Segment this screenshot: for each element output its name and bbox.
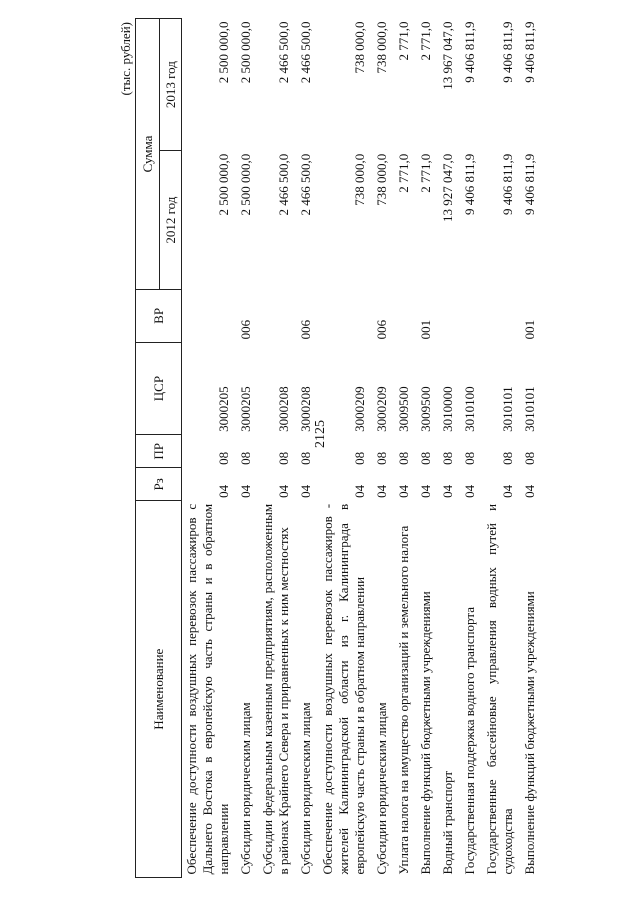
table-header bbox=[136, 19, 182, 878]
row-sum-2012: 9 406 811,9 bbox=[522, 153, 537, 215]
row-pr: 08 bbox=[238, 451, 253, 465]
header-sum: Сумма bbox=[136, 19, 160, 290]
row-csr: 3000209 bbox=[374, 386, 389, 432]
table-row bbox=[438, 19, 460, 878]
row-csr: 3000208 bbox=[276, 386, 291, 432]
table-row bbox=[394, 19, 416, 878]
row-rz: 04 bbox=[500, 484, 515, 498]
row-name: Выполнение функций бюджетными учреждениями bbox=[418, 591, 433, 875]
row-sum-2012: 9 406 811,9 bbox=[500, 153, 515, 215]
row-vr bbox=[482, 289, 520, 342]
table-row bbox=[482, 19, 520, 878]
unit-note: (тыс. рублей) bbox=[118, 22, 133, 96]
row-pr: 08 bbox=[522, 451, 537, 465]
row-rz: 04 bbox=[352, 484, 367, 498]
row-rz: 04 bbox=[276, 484, 291, 498]
row-pr: 08 bbox=[298, 451, 313, 465]
budget-page bbox=[118, 18, 588, 878]
row-name: Государственные бассейновые управления водных путей и судоходства bbox=[484, 503, 515, 875]
header-pr: ПР bbox=[136, 435, 182, 468]
row-sum-2012: 2 771,0 bbox=[418, 153, 433, 193]
row-csr: 3000205 bbox=[238, 386, 253, 432]
row-vr: 006 bbox=[238, 319, 253, 340]
row-sum-2013: 2 771,0 bbox=[396, 21, 411, 61]
row-vr: 001 bbox=[418, 319, 433, 340]
row-sum-2013: 9 406 811,9 bbox=[500, 21, 515, 83]
row-vr: 001 bbox=[522, 319, 537, 340]
table-row bbox=[520, 19, 542, 878]
header-2012: 2012 год bbox=[160, 151, 182, 290]
row-vr bbox=[258, 289, 296, 342]
row-csr: 3009500 bbox=[396, 386, 411, 432]
row-csr: 3000205 bbox=[216, 386, 231, 432]
table-row bbox=[296, 19, 318, 878]
table-row bbox=[258, 19, 296, 878]
row-sum-2012: 9 406 811,9 bbox=[462, 153, 477, 215]
row-rz: 04 bbox=[374, 484, 389, 498]
row-sum-2012: 2 466 500,0 bbox=[298, 153, 313, 216]
row-name: Государственная поддержка водного транспорта bbox=[462, 607, 477, 875]
row-sum-2013: 738 000,0 bbox=[374, 21, 389, 74]
row-rz: 04 bbox=[216, 484, 231, 498]
header-name: Наименование bbox=[136, 501, 182, 878]
row-name: Обеспечение доступности воздушных перевозок пассажиров - жителей Калининградской области из г. Калининграда в европейскую часть страны и в обратном направлении bbox=[320, 503, 367, 875]
row-vr bbox=[438, 289, 460, 342]
row-sum-2012: 738 000,0 bbox=[352, 153, 367, 206]
row-rz: 04 bbox=[298, 484, 313, 498]
row-pr: 08 bbox=[418, 451, 433, 465]
row-sum-2012: 2 466 500,0 bbox=[276, 153, 291, 216]
row-pr: 08 bbox=[462, 451, 477, 465]
row-csr: 3000209 bbox=[352, 386, 367, 432]
row-rz: 04 bbox=[396, 484, 411, 498]
row-pr: 08 bbox=[276, 451, 291, 465]
row-pr: 08 bbox=[216, 451, 231, 465]
row-name: Уплата налога на имущество организаций и земельного налога bbox=[396, 525, 411, 875]
header-2013: 2013 год bbox=[160, 19, 182, 151]
row-sum-2012: 2 500 000,0 bbox=[216, 153, 231, 216]
table-row bbox=[416, 19, 438, 878]
row-csr: 3010101 bbox=[500, 386, 515, 432]
row-sum-2012: 2 771,0 bbox=[396, 153, 411, 193]
row-rz: 04 bbox=[418, 484, 433, 498]
row-sum-2013: 2 466 500,0 bbox=[298, 21, 313, 84]
budget-table bbox=[135, 18, 542, 878]
table-row bbox=[318, 19, 372, 878]
header-csr: ЦСР bbox=[136, 342, 182, 435]
row-vr: 006 bbox=[374, 319, 389, 340]
row-pr: 08 bbox=[352, 451, 367, 465]
table-row bbox=[372, 19, 394, 878]
row-sum-2013: 2 500 000,0 bbox=[238, 21, 253, 84]
row-sum-2013: 2 466 500,0 bbox=[276, 21, 291, 84]
row-sum-2013: 13 967 047,0 bbox=[440, 21, 455, 90]
page-number: 2125 bbox=[313, 420, 328, 448]
row-rz: 04 bbox=[238, 484, 253, 498]
row-sum-2012: 738 000,0 bbox=[374, 153, 389, 206]
row-name: Субсидии юридическим лицам bbox=[374, 702, 389, 875]
row-name: Обеспечение доступности воздушных перевозок пассажиров с Дальнего Востока в европейскую часть страны и в обратном направлении bbox=[184, 503, 231, 875]
row-name: Водный транспорт bbox=[440, 770, 455, 875]
row-name: Субсидии федеральным казенным предприятиям, расположенным в районах Крайнего Севера и приравненных к ним местностях bbox=[260, 503, 291, 875]
row-rz: 04 bbox=[440, 484, 455, 498]
row-vr bbox=[460, 289, 482, 342]
header-rz: Рз bbox=[136, 468, 182, 501]
table-row bbox=[236, 19, 258, 878]
row-csr: 3010100 bbox=[462, 386, 477, 432]
row-csr: 3010000 bbox=[440, 386, 455, 432]
row-sum-2013: 2 500 000,0 bbox=[216, 21, 231, 84]
row-name: Субсидии юридическим лицам bbox=[298, 702, 313, 875]
row-name: Выполнение функций бюджетными учреждениями bbox=[522, 591, 537, 875]
row-csr: 3000208 bbox=[298, 386, 313, 432]
row-vr bbox=[394, 289, 416, 342]
row-vr: 006 bbox=[298, 319, 313, 340]
row-sum-2013: 738 000,0 bbox=[352, 21, 367, 74]
row-sum-2013: 9 406 811,9 bbox=[462, 21, 477, 83]
row-rz: 04 bbox=[522, 484, 537, 498]
row-name: Субсидии юридическим лицам bbox=[238, 702, 253, 875]
row-vr bbox=[318, 289, 372, 342]
row-sum-2013: 9 406 811,9 bbox=[522, 21, 537, 83]
row-pr: 08 bbox=[396, 451, 411, 465]
row-sum-2012: 2 500 000,0 bbox=[238, 153, 253, 216]
row-rz: 04 bbox=[462, 484, 477, 498]
row-sum-2012: 13 927 047,0 bbox=[440, 153, 455, 222]
table-row bbox=[460, 19, 482, 878]
row-pr: 08 bbox=[440, 451, 455, 465]
table-row bbox=[182, 19, 237, 878]
row-csr: 3010101 bbox=[522, 386, 537, 432]
row-csr: 3009500 bbox=[418, 386, 433, 432]
row-pr: 08 bbox=[500, 451, 515, 465]
header-vr: ВР bbox=[136, 289, 182, 342]
row-pr: 08 bbox=[374, 451, 389, 465]
row-sum-2013: 2 771,0 bbox=[418, 21, 433, 61]
row-vr bbox=[182, 289, 237, 342]
